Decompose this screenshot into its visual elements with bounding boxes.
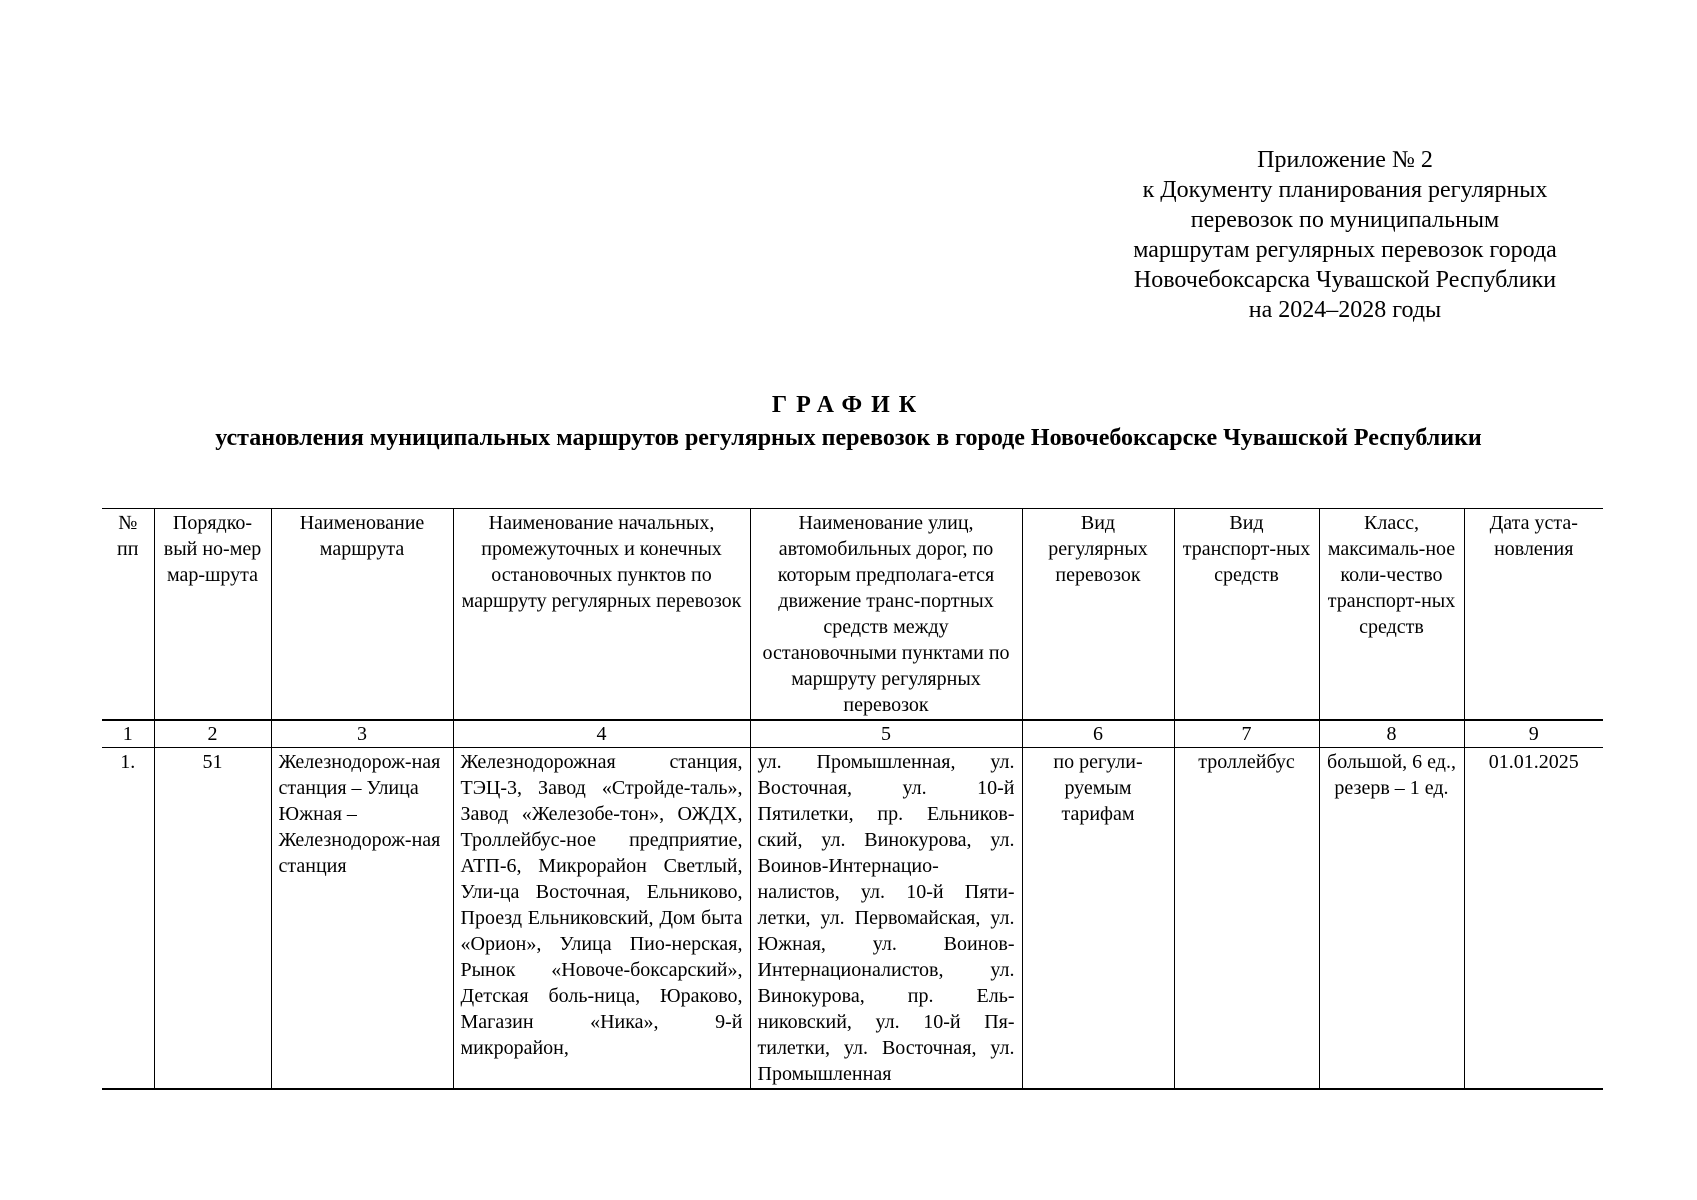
column-number: 2 xyxy=(154,720,271,748)
column-number: 4 xyxy=(453,720,750,748)
cell-pp: 1. xyxy=(102,748,154,1090)
title-subtitle: установления муниципальных маршрутов регулярных перевозок в городе Новочебоксарске Чувашской Республики xyxy=(215,425,1482,451)
table-header-row xyxy=(102,509,1603,721)
header-cell: Класс, максималь-ное коли-чество транспорт-ных средств xyxy=(1319,509,1464,721)
appendix-line: к Документу планирования регулярных xyxy=(1142,177,1548,203)
header-cell: Дата уста-новления xyxy=(1464,509,1603,721)
header-cell: Наименование маршрута xyxy=(271,509,453,721)
column-number: 3 xyxy=(271,720,453,748)
column-number: 1 xyxy=(102,720,154,748)
column-number: 5 xyxy=(750,720,1022,748)
column-number: 6 xyxy=(1022,720,1174,748)
header-cell: Вид регулярных перевозок xyxy=(1022,509,1174,721)
cell-stops: Железнодорожная станция, ТЭЦ-3, Завод «Стройде-таль», Завод «Железобе-тон», ОЖДХ, Троллейбус-ное предприятие, АТП-6, Микрорайон Светлый, Ули-ца Восточная, Ельниково, Проезд Ельниковский, Дом быта «Орион», Улица Пио-нерская, Рынок «Новоче-боксарский», Детская боль-ница, Юраково, Магазин «Ника», 9-й микрорайон, xyxy=(453,748,750,1090)
document-title xyxy=(0,390,1697,454)
cell-streets: ул. Промышленная, ул. Восточная, ул. 10-й Пятилетки, пр. Ельников-ский, ул. Винокурова, ул. Воинов-Интернацио-налистов, ул. 10-й Пяти-летки, ул. Первомайская, ул. Южная, ул. Воинов-Интернационалистов, ул. Винокурова, пр. Ель-никовский, ул. 10-й Пя-тилетки, ул. Восточная, ул. Промышленная xyxy=(750,748,1022,1090)
header-cell: Наименование начальных, промежуточных и конечных остановочных пунктов по маршруту регулярных перевозок xyxy=(453,509,750,721)
appendix-note xyxy=(1100,145,1590,325)
cell-class-max: большой, 6 ед., резерв – 1 ед. xyxy=(1319,748,1464,1090)
cell-route-number: 51 xyxy=(154,748,271,1090)
column-number: 8 xyxy=(1319,720,1464,748)
header-cell: № пп xyxy=(102,509,154,721)
appendix-line: на 2024–2028 годы xyxy=(1248,297,1442,323)
column-number: 9 xyxy=(1464,720,1603,748)
cell-vehicle-type: троллейбус xyxy=(1174,748,1319,1090)
column-number: 7 xyxy=(1174,720,1319,748)
header-cell: Наименование улиц, автомобильных дорог, по которым предполага-ется движение транс-портных средств между остановочными пунктами по маршруту регулярных перевозок xyxy=(750,509,1022,721)
header-cell: Порядко-вый но-мер мар-шрута xyxy=(154,509,271,721)
route-schedule-table xyxy=(102,508,1603,1090)
header-cell: Вид транспорт-ных средств xyxy=(1174,509,1319,721)
appendix-line: перевозок по муниципальным xyxy=(1190,207,1500,233)
cell-route-name: Железнодорож-ная станция – Улица Южная – Железнодорож-ная станция xyxy=(271,748,453,1090)
title-main: ГРАФИК xyxy=(771,392,926,418)
column-number-row xyxy=(102,720,1603,748)
cell-date: 01.01.2025 xyxy=(1464,748,1603,1090)
appendix-line: Новочебоксарска Чувашской Республики xyxy=(1133,267,1557,293)
appendix-line: Приложение № 2 xyxy=(1257,147,1433,173)
cell-transport-type: по регули-руемым тарифам xyxy=(1022,748,1174,1090)
table-row xyxy=(102,748,1603,1090)
appendix-line: маршрутам регулярных перевозок города xyxy=(1133,237,1557,263)
